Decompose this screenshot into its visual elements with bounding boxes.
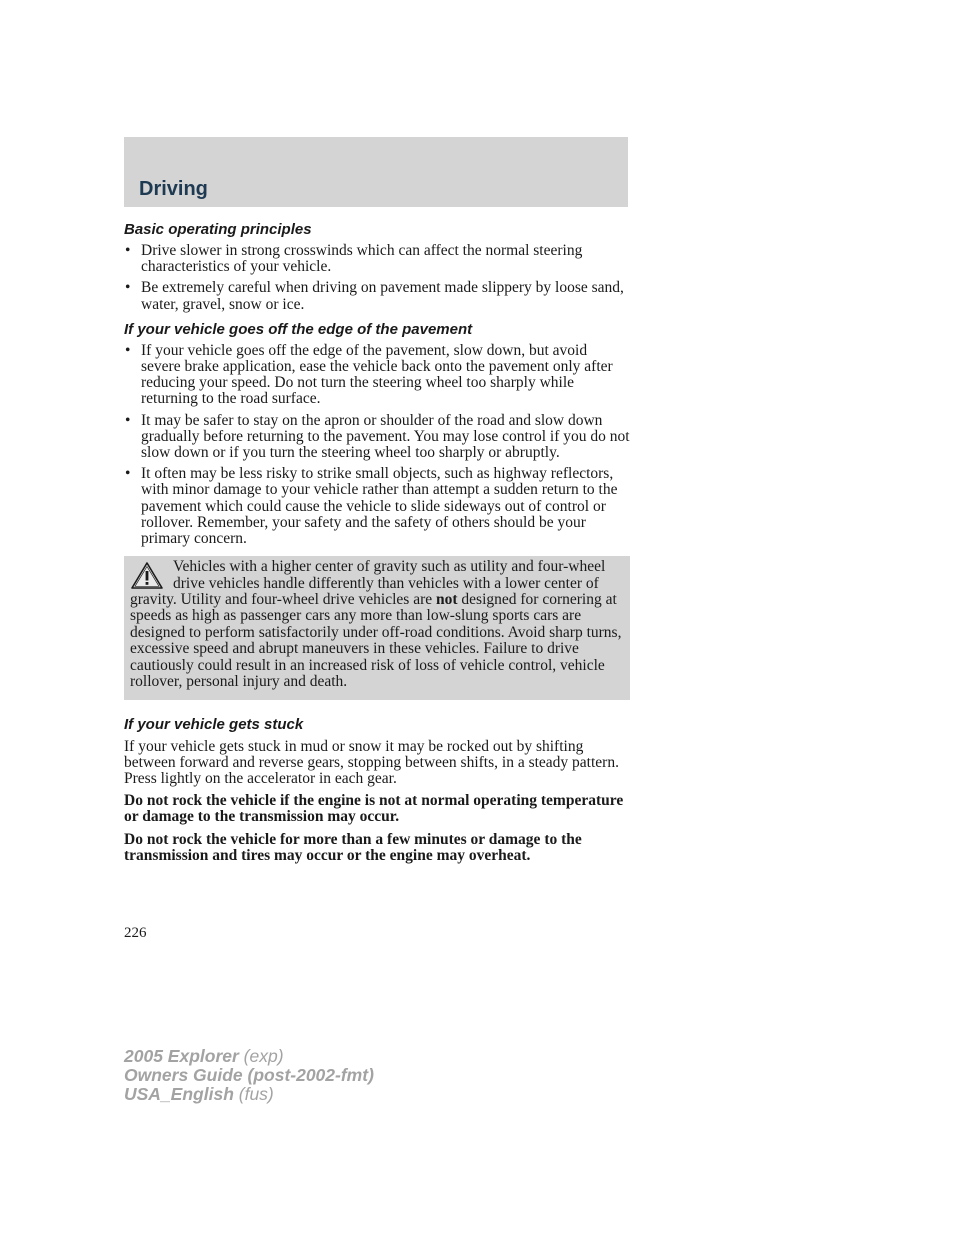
chapter-header	[124, 137, 628, 207]
section-heading-basic: Basic operating principles	[124, 221, 312, 238]
stuck-paragraph: If your vehicle gets stuck in mud or snow it may be rocked out by shifting between forward and reverse gears, stopping between shifts, in a steady pattern. Press lightly on the accelerator in each gear.	[124, 737, 619, 787]
caution-rock-temperature: Do not rock the vehicle if the engine is not at normal operating temperature or damage to the transmission may occur.	[124, 792, 624, 826]
list-item: • It often may be less risky to strike small objects, such as highway reflectors, with minor damage to your vehicle rather than attempt a sudden return to the pavement which could cause the vehicle to slide sideways out of control or rollover. Remember, your safety and the safety of others should be your primary concern.	[124, 466, 630, 547]
footer-line-language: USA_English (fus)	[124, 1084, 274, 1104]
warning-box	[124, 556, 630, 699]
list-item: • Be extremely careful when driving on pavement made slippery by loose sand, water, gravel, snow or ice.	[124, 280, 630, 312]
warning-emphasis: not	[436, 591, 458, 609]
bullet-list-basic	[124, 243, 630, 313]
document-footer	[124, 1047, 374, 1104]
footer-line-model: 2005 Explorer (exp)	[124, 1046, 284, 1066]
list-item: • If your vehicle goes off the edge of the pavement, slow down, but avoid severe brake application, ease the vehicle back onto the pavement only after reducing your speed. Do not turn the steering wheel too sharply while returning to the road surface.	[124, 343, 630, 408]
warning-text-after: designed for cornering at speeds as high as passenger cars any more than low-slung sports cars are designed to perform satisfactorily under off-road conditions. Avoid sharp turns, excessive speed and abrupt maneuvers in these vehicles. Failure to drive cautiously could result in an increased risk of loss of vehicle control, vehicle rollover, personal injury and death.	[130, 591, 622, 691]
warning-triangle-icon	[130, 561, 164, 591]
caution-rock-duration: Do not rock the vehicle for more than a few minutes or damage to the transmission and tires may occur or the engine may overheat.	[124, 830, 582, 864]
page-content	[124, 220, 630, 864]
page-number: 226	[124, 925, 147, 941]
bullet-list-edge	[124, 343, 630, 547]
warning-text-before: Vehicles with a higher center of gravity such as utility and four-wheel drive vehicles handle differently than vehicles with a lower center of gravity. Utility and four-wheel drive vehicles are	[130, 558, 606, 609]
chapter-title: Driving	[139, 178, 208, 200]
list-item: • It may be safer to stay on the apron or shoulder of the road and slow down gradually before returning to the pavement. You may lose control if you do not slow down or if you turn the steering wheel too sharply or abruptly.	[124, 413, 630, 462]
section-heading-stuck: If your vehicle gets stuck	[124, 715, 304, 733]
section-heading-edge: If your vehicle goes off the edge of the pavement	[124, 320, 473, 338]
list-item: • Drive slower in strong crosswinds which can affect the normal steering characteristics of your vehicle.	[124, 243, 630, 275]
footer-line-guide: Owners Guide (post-2002-fmt)	[124, 1065, 374, 1085]
